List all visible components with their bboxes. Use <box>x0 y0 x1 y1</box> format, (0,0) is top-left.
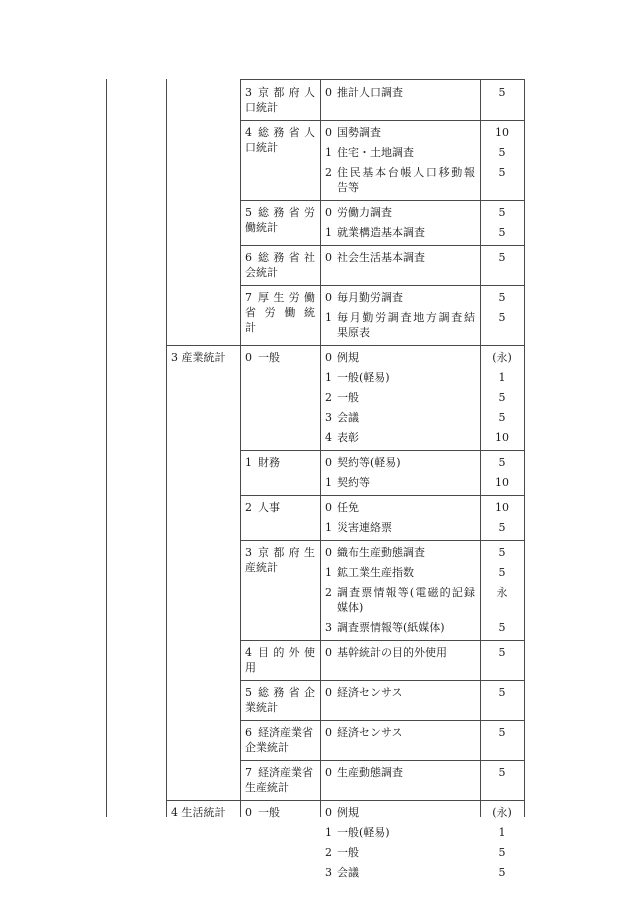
sub-category-name: 口統計 <box>245 101 278 114</box>
item-name: 推計人口調査 <box>337 86 403 99</box>
sub-category-name: 総務省人 <box>258 126 315 139</box>
item-code: 1 <box>325 311 332 324</box>
item-name: 住民基本台帳人口移動報 <box>337 166 475 179</box>
column-line-item <box>480 79 481 817</box>
item-name: 例規 <box>337 351 359 364</box>
item-name: 経済センサス <box>337 686 403 699</box>
sub-category-name: 人事 <box>258 501 280 514</box>
sub-row-line <box>240 450 524 451</box>
item-code: 3 <box>325 866 332 879</box>
item-name: 契約等 <box>337 476 370 489</box>
item-name: 表彰 <box>337 431 359 444</box>
retention-years: 5 <box>498 226 506 239</box>
sub-row-line <box>240 120 524 121</box>
item-name: 経済センサス <box>337 726 403 739</box>
sub-row-line <box>240 680 524 681</box>
sub-category-name: 総務省労 <box>258 206 315 219</box>
item-code: 4 <box>325 431 332 444</box>
item-code: 1 <box>325 226 332 239</box>
item-name: 一般 <box>337 846 359 859</box>
sub-row-line <box>240 200 524 201</box>
sub-category-code: 0 <box>245 806 252 819</box>
item-name: 基幹統計の目的外使用 <box>337 646 447 659</box>
retention-years: 5 <box>498 866 506 879</box>
retention-years: 5 <box>498 291 506 304</box>
sub-category-name: 総務省企 <box>258 686 315 699</box>
item-name: 住宅・土地調査 <box>337 146 414 159</box>
sub-row-line <box>240 245 524 246</box>
item-name: 就業構造基本調査 <box>337 226 425 239</box>
sub-category-code: 3 <box>245 546 252 559</box>
sub-category-name: 計 <box>245 321 256 334</box>
sub-row-line <box>240 540 524 541</box>
retention-years: 5 <box>498 166 506 179</box>
sub-category-code: 0 <box>245 351 252 364</box>
item-name: 会議 <box>337 866 359 879</box>
sub-category-name: 京都府生 <box>258 546 315 559</box>
retention-years: (永) <box>492 351 512 364</box>
minor-category: 3 産業統計 <box>171 351 226 364</box>
item-name: 会議 <box>337 411 359 424</box>
sub-category-code: 6 <box>245 726 252 739</box>
item-name: 媒体) <box>337 601 364 614</box>
item-name: 告等 <box>337 181 359 194</box>
item-code: 0 <box>325 251 332 264</box>
item-code: 0 <box>325 126 332 139</box>
minor-row-line <box>166 800 524 801</box>
sub-category-code: 7 <box>245 291 252 304</box>
sub-category-code: 7 <box>245 766 252 779</box>
item-code: 2 <box>325 846 332 859</box>
item-name: 生産動態調査 <box>337 766 403 779</box>
item-code: 0 <box>325 351 332 364</box>
sub-row-line <box>240 760 524 761</box>
item-name: 織布生産動態調査 <box>337 546 425 559</box>
column-line-outer-right <box>524 79 525 817</box>
item-name: 労働力調査 <box>337 206 392 219</box>
item-code: 0 <box>325 206 332 219</box>
item-name: 一般(軽易) <box>337 826 390 839</box>
item-name: 一般 <box>337 391 359 404</box>
retention-years: 永 <box>496 586 508 599</box>
column-line-sub <box>320 79 321 817</box>
item-code: 0 <box>325 501 332 514</box>
column-line-minor <box>240 79 241 817</box>
sub-category-code: 1 <box>245 456 252 469</box>
table-top-border <box>240 79 524 80</box>
item-name: 災害連絡票 <box>337 521 392 534</box>
item-name: 社会生活基本調査 <box>337 251 425 264</box>
sub-category-name: 用 <box>245 661 256 674</box>
item-code: 0 <box>325 456 332 469</box>
minor-row-line <box>166 345 524 346</box>
sub-category-name: 業統計 <box>245 701 278 714</box>
item-code: 0 <box>325 546 332 559</box>
item-code: 0 <box>325 766 332 779</box>
retention-years: 5 <box>498 206 506 219</box>
item-name: 鉱工業生産指数 <box>337 566 414 579</box>
sub-category-name: 目的外使 <box>258 646 315 659</box>
item-name: 一般(軽易) <box>337 371 390 384</box>
retention-years: 10 <box>495 126 509 139</box>
retention-years: 5 <box>498 311 506 324</box>
retention-years: 1 <box>498 826 506 839</box>
retention-years: 5 <box>498 411 506 424</box>
retention-years: 10 <box>495 431 509 444</box>
sub-category-code: 2 <box>245 501 252 514</box>
sub-category-name: 働統計 <box>245 221 278 234</box>
retention-years: 5 <box>498 391 506 404</box>
sub-row-line <box>240 285 524 286</box>
item-code: 1 <box>325 146 332 159</box>
sub-category-code: 3 <box>245 86 252 99</box>
sub-category-name: 口統計 <box>245 141 278 154</box>
retention-years: 5 <box>498 621 506 634</box>
item-code: 0 <box>325 726 332 739</box>
item-code: 3 <box>325 411 332 424</box>
item-code: 1 <box>325 826 332 839</box>
retention-years: (永) <box>492 806 512 819</box>
item-code: 2 <box>325 166 332 179</box>
retention-years: 5 <box>498 846 506 859</box>
item-code: 0 <box>325 686 332 699</box>
item-name: 契約等(軽易) <box>337 456 401 469</box>
retention-years: 5 <box>498 566 506 579</box>
retention-years: 10 <box>495 501 509 514</box>
sub-category-name: 経済産業省 <box>258 766 313 779</box>
item-code: 0 <box>325 291 332 304</box>
item-code: 1 <box>325 371 332 384</box>
item-code: 1 <box>325 476 332 489</box>
retention-years: 5 <box>498 766 506 779</box>
sub-category-name: 生産統計 <box>245 781 289 794</box>
item-name: 調査票情報等(電磁的記録 <box>337 586 475 599</box>
sub-category-name: 産統計 <box>245 561 278 574</box>
sub-row-line <box>240 495 524 496</box>
item-name: 調査票情報等(紙媒体) <box>337 621 445 634</box>
sub-category-code: 5 <box>245 206 252 219</box>
retention-years: 1 <box>498 371 506 384</box>
sub-category-name: 企業統計 <box>245 741 289 754</box>
sub-category-name: 厚生労働 <box>258 291 315 304</box>
item-code: 0 <box>325 806 332 819</box>
retention-years: 5 <box>498 686 506 699</box>
retention-years: 5 <box>498 726 506 739</box>
item-code: 2 <box>325 586 332 599</box>
sub-category-name: 会統計 <box>245 266 278 279</box>
item-code: 3 <box>325 621 332 634</box>
sub-category-name: 京都府人 <box>258 86 315 99</box>
sub-category-name: 省労働統 <box>245 306 315 319</box>
retention-years: 5 <box>498 546 506 559</box>
minor-category: 4 生活統計 <box>171 806 226 819</box>
retention-years: 10 <box>495 476 509 489</box>
item-code: 1 <box>325 566 332 579</box>
item-name: 毎月勤労調査 <box>337 291 403 304</box>
sub-category-code: 6 <box>245 251 252 264</box>
retention-years: 5 <box>498 456 506 469</box>
item-name: 例規 <box>337 806 359 819</box>
sub-category-name: 一般 <box>258 806 280 819</box>
item-code: 0 <box>325 86 332 99</box>
item-name: 毎月勤労調査地方調査結 <box>337 311 475 324</box>
item-code: 2 <box>325 391 332 404</box>
retention-years: 5 <box>498 251 506 264</box>
item-code: 0 <box>325 646 332 659</box>
column-line-outer-left <box>106 79 107 817</box>
item-name: 国勢調査 <box>337 126 381 139</box>
sub-category-name: 経済産業省 <box>258 726 313 739</box>
sub-category-name: 一般 <box>258 351 280 364</box>
sub-category-name: 財務 <box>258 456 280 469</box>
sub-category-code: 4 <box>245 646 252 659</box>
retention-years: 5 <box>498 86 506 99</box>
retention-years: 5 <box>498 521 506 534</box>
item-name: 任免 <box>337 501 359 514</box>
sub-row-line <box>240 720 524 721</box>
item-code: 1 <box>325 521 332 534</box>
sub-row-line <box>240 640 524 641</box>
sub-category-code: 5 <box>245 686 252 699</box>
sub-category-code: 4 <box>245 126 252 139</box>
retention-years: 5 <box>498 146 506 159</box>
item-name: 果原表 <box>337 326 370 339</box>
retention-years: 5 <box>498 646 506 659</box>
sub-category-name: 総務省社 <box>258 251 315 264</box>
column-line-major <box>166 79 167 817</box>
